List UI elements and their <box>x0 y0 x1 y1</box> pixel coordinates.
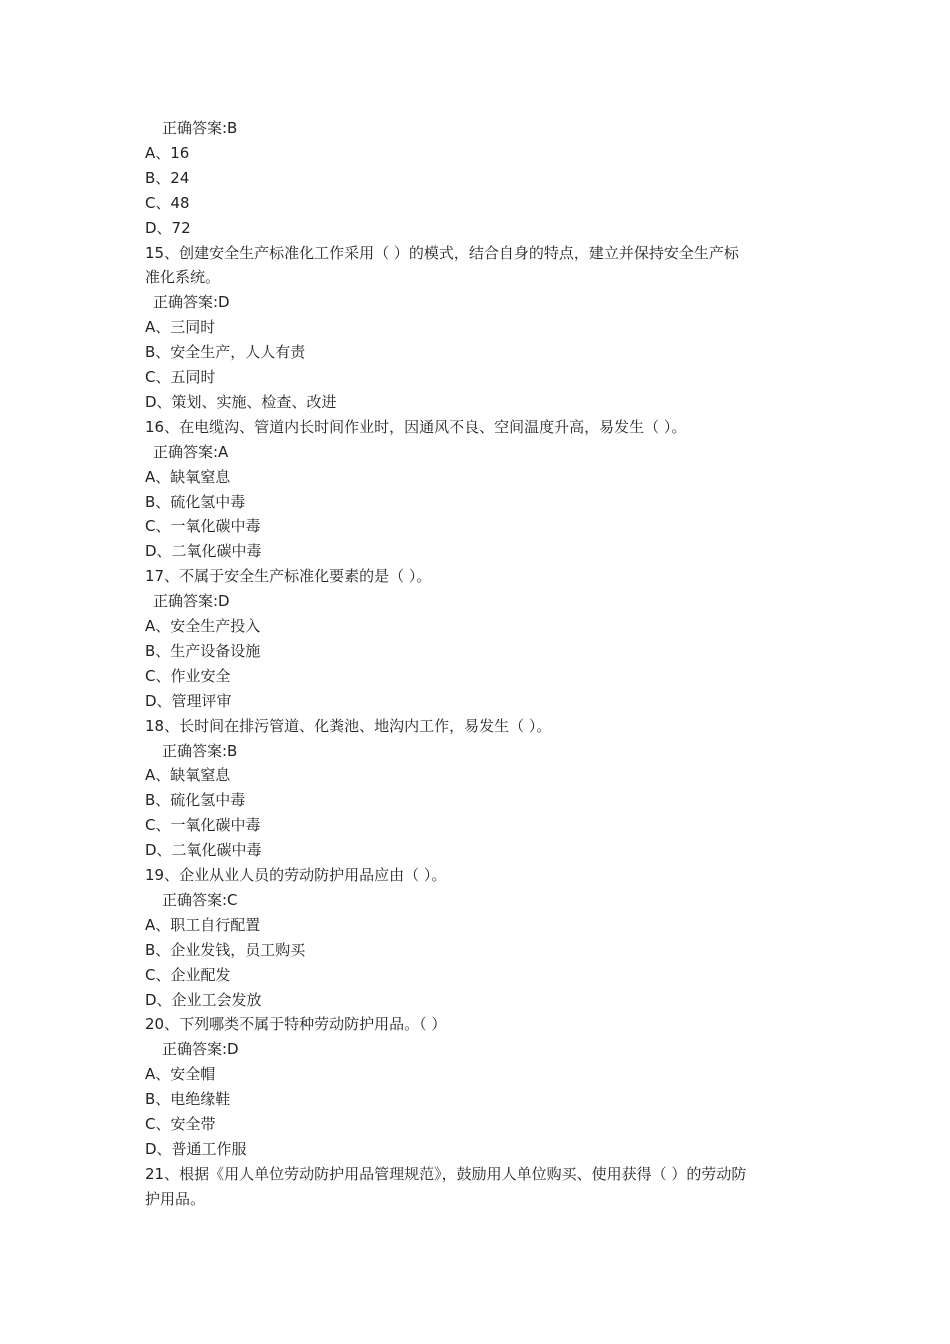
option-line: A、缺氧窒息 <box>145 766 231 785</box>
question-line: 准化系统。 <box>145 268 221 287</box>
correct-answer-line: 正确答案:B <box>162 119 238 137</box>
option-line: C、企业配发 <box>145 965 231 984</box>
correct-answer-line: 正确答案:A <box>153 442 229 461</box>
option-line: D、72 <box>145 218 191 237</box>
option-line: C、一氧化碳中毒 <box>145 816 261 835</box>
option-line: B、生产设备设施 <box>145 641 261 660</box>
option-line: C、安全带 <box>145 1115 216 1133</box>
option-line: A、缺氧窒息 <box>145 467 231 486</box>
option-line: D、二氧化碳中毒 <box>145 542 262 561</box>
correct-answer-line: 正确答案:D <box>162 1040 239 1059</box>
question-line: 19、企业从业人员的劳动防护用品应由（ ）。 <box>145 866 447 884</box>
question-line: 21、根据《用人单位劳动防护用品管理规范》，鼓励用人单位购买、使用获得（ ）的劳动防 <box>145 1164 747 1183</box>
option-line: C、一氧化碳中毒 <box>145 517 261 536</box>
correct-answer-line: 正确答案:D <box>153 592 230 611</box>
option-line: A、安全帽 <box>145 1065 216 1084</box>
option-line: D、企业工会发放 <box>145 990 262 1009</box>
question-line: 17、不属于安全生产标准化要素的是（ ）。 <box>145 567 432 586</box>
option-line: B、硫化氢中毒 <box>145 791 246 810</box>
option-line: D、普通工作服 <box>145 1139 247 1158</box>
option-line: A、三同时 <box>145 318 216 337</box>
correct-answer-line: 正确答案:B <box>162 741 238 760</box>
option-line: D、管理评审 <box>145 691 232 710</box>
option-line: A、安全生产投入 <box>145 617 261 635</box>
option-line: D、策划、实施、检查、改进 <box>145 392 337 411</box>
question-line: 15、创建安全生产标准化工作采用（ ）的模式，结合自身的特点，建立并保持安全生产标 <box>145 243 739 262</box>
option-line: A、职工自行配置 <box>145 915 261 934</box>
option-line: A、16 <box>145 143 190 162</box>
option-line: B、电绝缘鞋 <box>145 1090 231 1109</box>
option-line: C、五同时 <box>145 368 216 386</box>
correct-answer-line: 正确答案:C <box>162 890 238 909</box>
option-line: C、作业安全 <box>145 666 231 685</box>
question-line: 20、下列哪类不属于特种劳动防护用品。（ ） <box>145 1015 447 1034</box>
option-line: B、24 <box>145 168 190 187</box>
option-line: B、硫化氢中毒 <box>145 492 246 511</box>
question-line: 18、长时间在排污管道、化粪池、地沟内工作，易发生（ ）。 <box>145 716 552 735</box>
option-line: C、48 <box>145 193 190 212</box>
option-line: B、安全生产，人人有责 <box>145 343 306 362</box>
correct-answer-line: 正确答案:D <box>153 293 230 312</box>
question-line: 16、在电缆沟、管道内长时间作业时，因通风不良、空间温度升高，易发生（ ）。 <box>145 417 687 436</box>
option-line: B、企业发钱，员工购买 <box>145 940 306 959</box>
option-line: D、二氧化碳中毒 <box>145 841 262 860</box>
question-line: 护用品。 <box>145 1189 206 1208</box>
